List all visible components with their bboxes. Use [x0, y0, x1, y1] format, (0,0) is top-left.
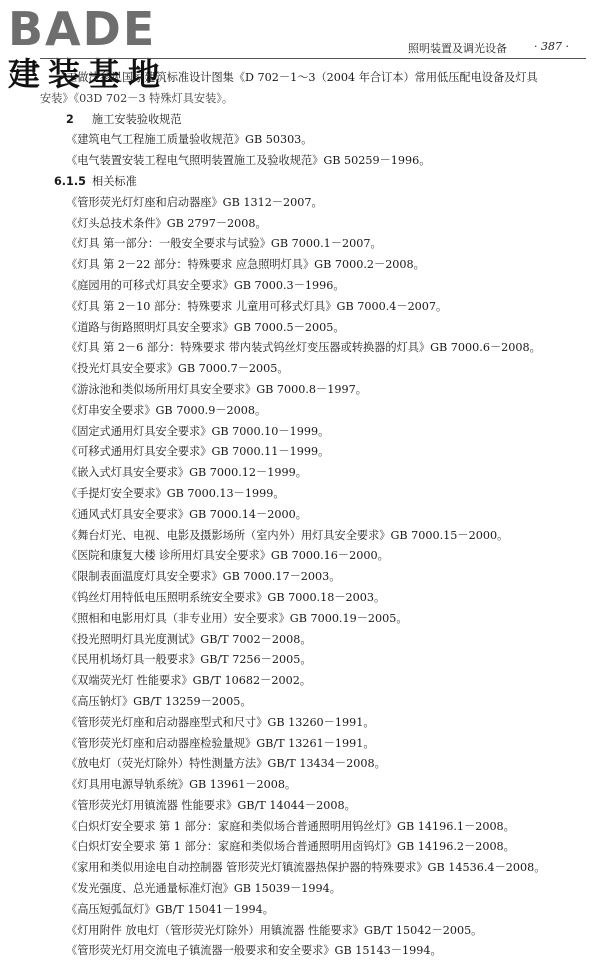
- list-item: 《管形荧光灯用镇流器 性能要求》GB/T 14044－2008。: [66, 798, 356, 812]
- list-item: 《建筑电气工程施工质量验收规范》GB 50303。: [66, 133, 313, 147]
- section-title: 相关标准: [92, 174, 137, 188]
- section-title: 施工安装验收规范: [92, 112, 182, 126]
- section-number: 2: [66, 112, 74, 126]
- list-item: 《发光强度、总光通量标准灯泡》GB 15039－1994。: [66, 882, 341, 896]
- list-item: 《灯头总技术条件》GB 2797－2008。: [66, 216, 267, 230]
- page-body: [40, 68, 586, 962]
- list-item: 《灯具 第一部分：一般安全要求与试验》GB 7000.1－2007。: [66, 237, 382, 251]
- section-number: 6.1.5: [54, 174, 86, 188]
- section-heading-acceptance: [40, 110, 586, 131]
- list-item: 《投光照明灯具光度测试》GB/T 7002－2008。: [66, 632, 312, 646]
- list-item: 《庭园用的可移式灯具安全要求》GB 7000.3－1996。: [66, 278, 345, 292]
- list-item: 《白炽灯安全要求 第 1 部分：家庭和类似场合普通照明用钨丝灯》GB 14196.1－2008。: [66, 819, 515, 833]
- list-item: 《高压钠灯》GB/T 13259－2005。: [66, 694, 252, 708]
- standards-list: [40, 193, 586, 962]
- list-item: 《家用和类似用途电自动控制器 管形荧光灯镇流器热保护器的特殊要求》GB 14536.4－2008。: [66, 861, 546, 875]
- list-item: 《限制表面温度灯具安全要求》GB 7000.17－2003。: [66, 570, 341, 584]
- list-item: 《管形荧光灯用交流电子镇流器一般要求和安全要求》GB 15143－1994。: [66, 944, 442, 958]
- list-item: 《嵌入式灯具安全要求》GB 7000.12－1999。: [66, 466, 307, 480]
- list-item: 《双端荧光灯 性能要求》GB/T 10682－2002。: [66, 674, 312, 688]
- list-item: 《高压短弧氙灯》GB/T 15041－1994。: [66, 902, 274, 916]
- acceptance-list: [40, 130, 586, 172]
- list-item: 《钨丝灯用特低电压照明系统安全要求》GB 7000.18－2003。: [66, 590, 386, 604]
- list-item: 《管形荧光灯座和启动器座型式和尺寸》GB 13260－1991。: [66, 715, 375, 729]
- list-item: 《舞台灯光、电视、电影及摄影场所（室内外）用灯具安全要求》GB 7000.15－2000。: [66, 528, 509, 542]
- list-item: 《灯具 第 2－6 部分：特殊要求 带内装式钨丝灯变压器或转换器的灯具》GB 7000.6－2008。: [66, 341, 541, 355]
- list-item: 《电气装置安装工程电气照明装置施工及验收规范》GB 50259－1996。: [66, 154, 431, 168]
- section-heading-standards: [40, 172, 586, 193]
- running-header-title: 照明装置及调光设备: [408, 42, 507, 55]
- list-item: 《白炽灯安全要求 第 1 部分：家庭和类似场合普通照明用卤钨灯》GB 14196.2－2008。: [66, 840, 515, 854]
- list-item: 《手提灯安全要求》GB 7000.13－1999。: [66, 486, 285, 500]
- continuation-line: 工做法参见国家建筑标准设计图集《D 702－1～3（2004 年合订本）常用低压配电设备及灯具: [66, 71, 538, 84]
- list-item: 《可移式通用灯具安全要求》GB 7000.11－1999。: [66, 445, 330, 459]
- list-item: 《灯用附件 放电灯（管形荧光灯除外）用镇流器 性能要求》GB/T 15042－2005。: [66, 923, 483, 937]
- list-item: 《道路与街路照明灯具安全要求》GB 7000.5－2005。: [66, 320, 345, 334]
- list-item: 《管形荧光灯座和启动器座检验量规》GB/T 13261－1991。: [66, 736, 375, 750]
- list-item: 《医院和康复大楼 诊所用灯具安全要求》GB 7000.16－2000。: [66, 549, 389, 563]
- logo-wordmark: BADE: [8, 2, 157, 56]
- logo-subtitle: 建装基地: [8, 55, 169, 93]
- list-item: 《管形荧光灯灯座和启动器座》GB 1312－2007。: [66, 195, 323, 209]
- list-item: 《放电灯（荧光灯除外）特性测量方法》GB/T 13434－2008。: [66, 757, 386, 771]
- list-item: 《固定式通用灯具安全要求》GB 7000.10－1999。: [66, 424, 330, 438]
- list-item: 《游泳池和类似场所用灯具安全要求》GB 7000.8－1997。: [66, 382, 367, 396]
- list-item: 《通风式灯具安全要求》GB 7000.14－2000。: [66, 507, 307, 521]
- list-item: 《灯串安全要求》GB 7000.9－2008。: [66, 403, 267, 417]
- page-number: · 387 ·: [534, 40, 569, 53]
- list-item: 《照相和电影用灯具（非专业用）安全要求》GB 7000.19－2005。: [66, 611, 408, 625]
- header-divider: [40, 58, 586, 59]
- list-item: 《灯具 第 2－10 部分：特殊要求 儿童用可移式灯具》GB 7000.4－2007。: [66, 299, 448, 313]
- continuation-line: 安装》《03D 702－3 特殊灯具安装》。: [40, 91, 234, 105]
- list-item: 《投光灯具安全要求》GB 7000.7－2005。: [66, 362, 289, 376]
- list-item: 《民用机场灯具一般要求》GB/T 7256－2005。: [66, 653, 312, 667]
- list-item: 《灯具 第 2－22 部分：特殊要求 应急照明灯具》GB 7000.2－2008。: [66, 258, 425, 272]
- list-item: 《灯具用电源导轨系统》GB 13961－2008。: [66, 778, 297, 792]
